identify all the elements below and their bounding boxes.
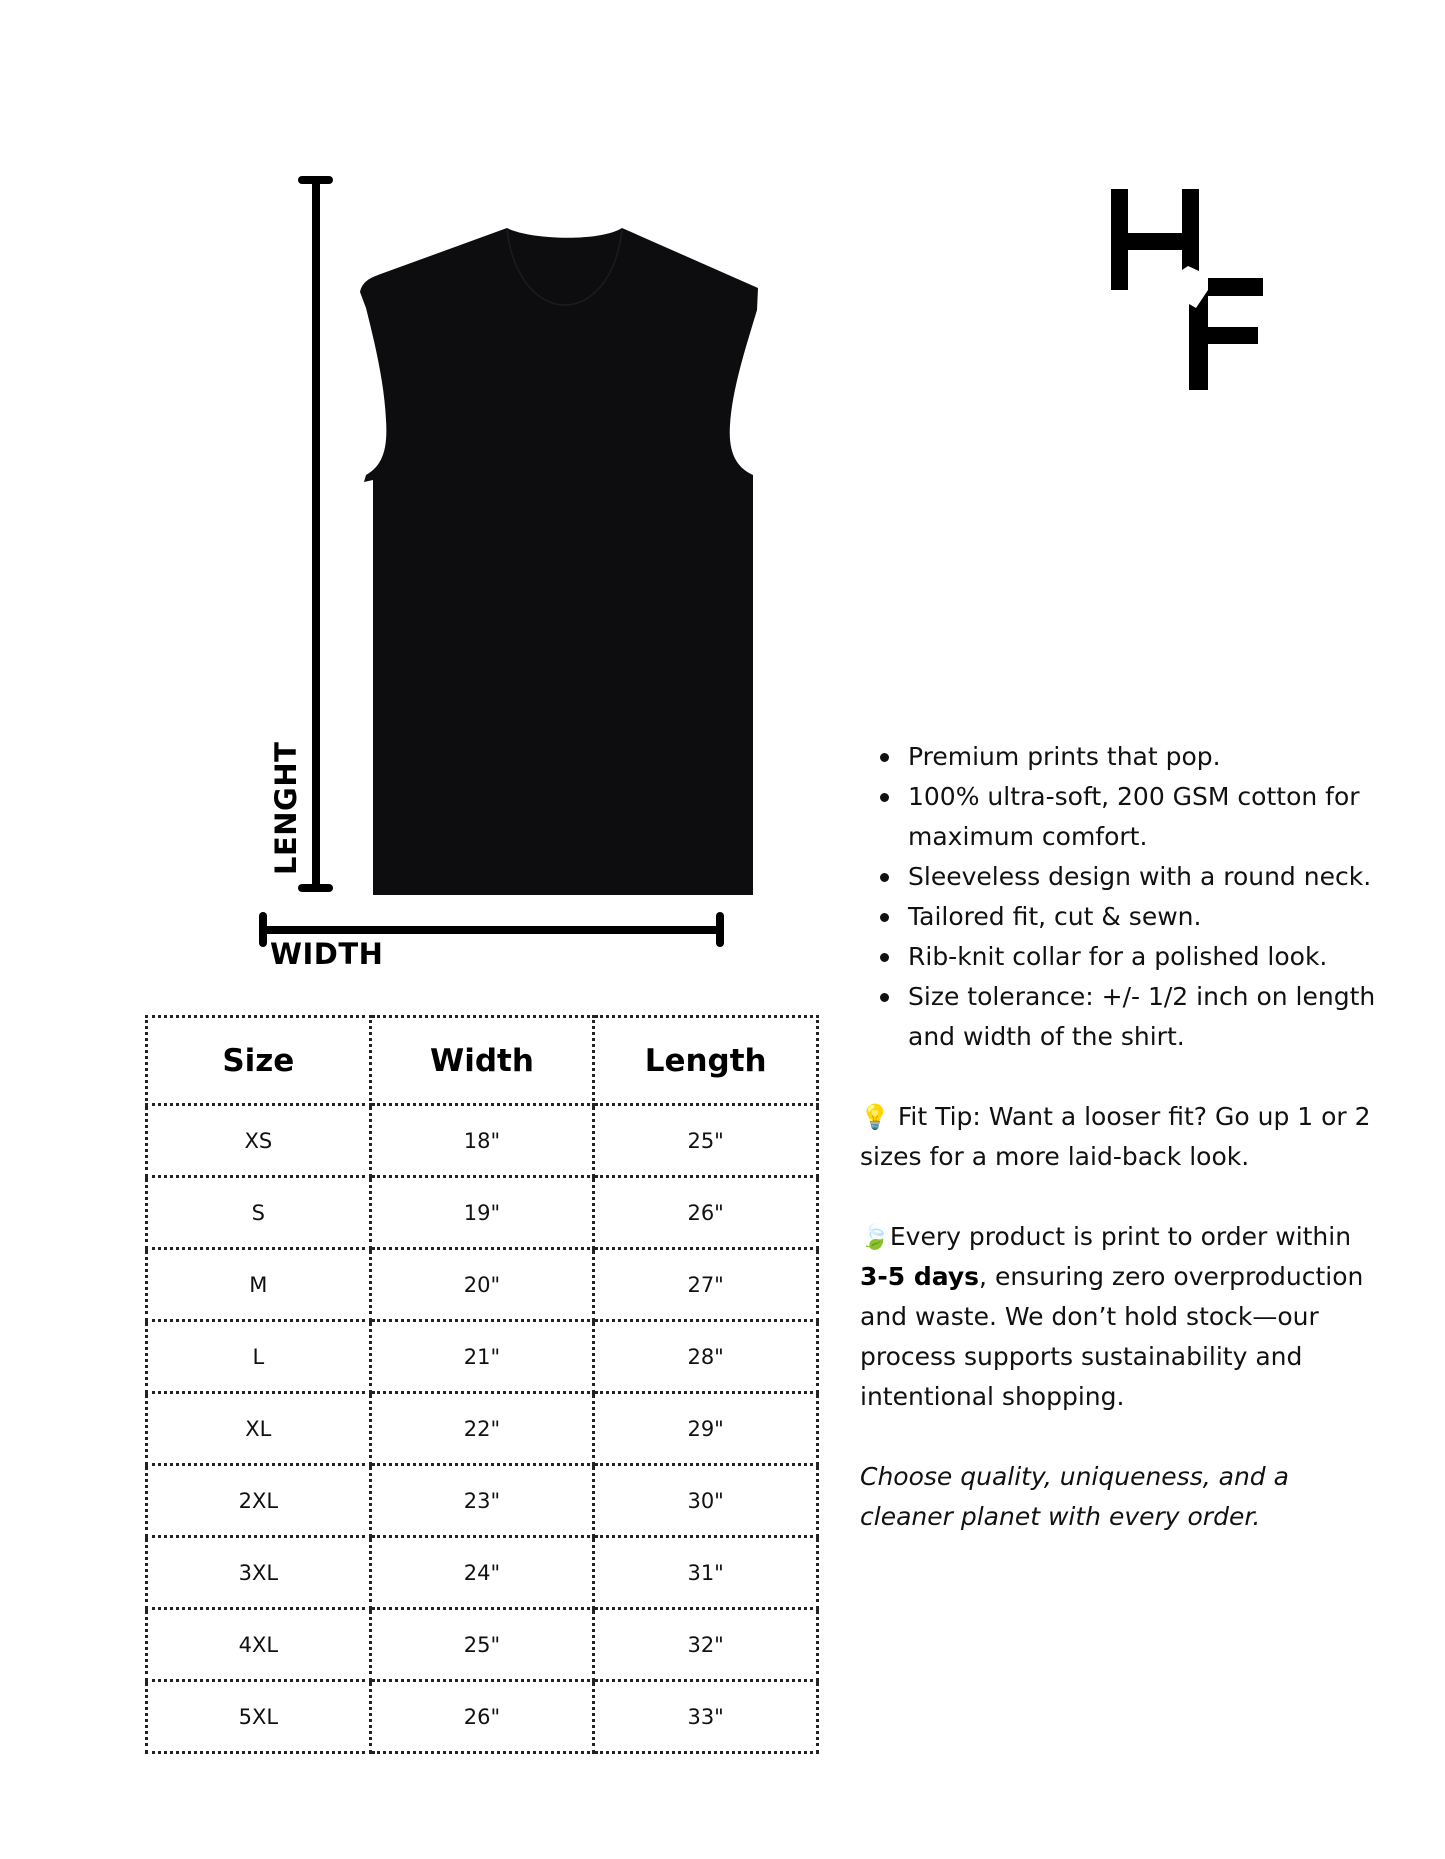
table-row xyxy=(147,1537,818,1609)
column-header-size: Size xyxy=(147,1017,371,1105)
feature-item: Tailored fit, cut & sewn. xyxy=(860,897,1380,937)
cell-width: 26" xyxy=(370,1681,594,1753)
table-row xyxy=(147,1681,818,1753)
feature-item: 100% ultra-soft, 200 GSM cotton for maximum comfort. xyxy=(860,777,1380,857)
cell-length: 32" xyxy=(594,1609,818,1681)
cell-length: 26" xyxy=(594,1177,818,1249)
width-measure-bar xyxy=(262,926,722,934)
cell-length: 31" xyxy=(594,1537,818,1609)
cell-size: 4XL xyxy=(147,1609,371,1681)
table-row xyxy=(147,1321,818,1393)
cell-length: 25" xyxy=(594,1105,818,1177)
cell-length: 28" xyxy=(594,1321,818,1393)
cell-width: 19" xyxy=(370,1177,594,1249)
cell-size: 5XL xyxy=(147,1681,371,1753)
table-row xyxy=(147,1609,818,1681)
length-label: LENGHT xyxy=(269,741,303,875)
table-row xyxy=(147,1177,818,1249)
cell-width: 25" xyxy=(370,1609,594,1681)
cell-size: 3XL xyxy=(147,1537,371,1609)
length-bar-top-cap xyxy=(298,176,333,184)
feature-item: Rib-knit collar for a polished look. xyxy=(860,937,1380,977)
width-bar-left-cap xyxy=(259,912,267,947)
cell-size: 2XL xyxy=(147,1465,371,1537)
width-label: WIDTH xyxy=(270,937,384,971)
tshirt-image xyxy=(360,220,770,900)
delivery-time-highlight: 3-5 days xyxy=(860,1262,980,1291)
cell-length: 30" xyxy=(594,1465,818,1537)
size-chart-table xyxy=(145,1015,819,1754)
leaf-fluttering-icon: 🍃 xyxy=(860,1223,890,1251)
product-description xyxy=(860,737,1380,1537)
sustainability-paragraph xyxy=(860,1217,1380,1417)
light-bulb-icon: 💡 xyxy=(860,1103,890,1131)
sustainability-text-after: , ensuring zero overproduction and waste. We don’t hold stock—our process supports sustainability and intentional shopping. xyxy=(860,1262,1364,1411)
table-row xyxy=(147,1249,818,1321)
table-header-row xyxy=(147,1017,818,1105)
cell-size: XL xyxy=(147,1393,371,1465)
length-bar-bottom-cap xyxy=(298,884,333,892)
feature-item: Size tolerance: +/- 1/2 inch on length and width of the shirt. xyxy=(860,977,1380,1057)
cell-size: XS xyxy=(147,1105,371,1177)
cell-width: 18" xyxy=(370,1105,594,1177)
brand-logo-hf xyxy=(1100,180,1280,400)
width-bar-right-cap xyxy=(716,912,724,947)
cell-size: L xyxy=(147,1321,371,1393)
length-measure-bar xyxy=(312,178,320,890)
sustainability-text-before: Every product is print to order within xyxy=(889,1222,1352,1251)
cell-width: 21" xyxy=(370,1321,594,1393)
column-header-width: Width xyxy=(370,1017,594,1105)
closing-statement: Choose quality, uniqueness, and a cleaner planet with every order. xyxy=(860,1462,1289,1531)
feature-item: Sleeveless design with a round neck. xyxy=(860,857,1380,897)
cell-size: M xyxy=(147,1249,371,1321)
cell-length: 29" xyxy=(594,1393,818,1465)
cell-length: 27" xyxy=(594,1249,818,1321)
table-row xyxy=(147,1393,818,1465)
table-row xyxy=(147,1465,818,1537)
fit-tip-paragraph xyxy=(860,1097,1380,1177)
cell-width: 22" xyxy=(370,1393,594,1465)
feature-list xyxy=(860,737,1380,1057)
cell-size: S xyxy=(147,1177,371,1249)
column-header-length: Length xyxy=(594,1017,818,1105)
table-row xyxy=(147,1105,818,1177)
cell-length: 33" xyxy=(594,1681,818,1753)
cell-width: 20" xyxy=(370,1249,594,1321)
fit-tip-text: Fit Tip: Want a looser fit? Go up 1 or 2 sizes for a more laid-back look. xyxy=(860,1102,1371,1171)
cell-width: 24" xyxy=(370,1537,594,1609)
cell-width: 23" xyxy=(370,1465,594,1537)
feature-item: Premium prints that pop. xyxy=(860,737,1380,777)
